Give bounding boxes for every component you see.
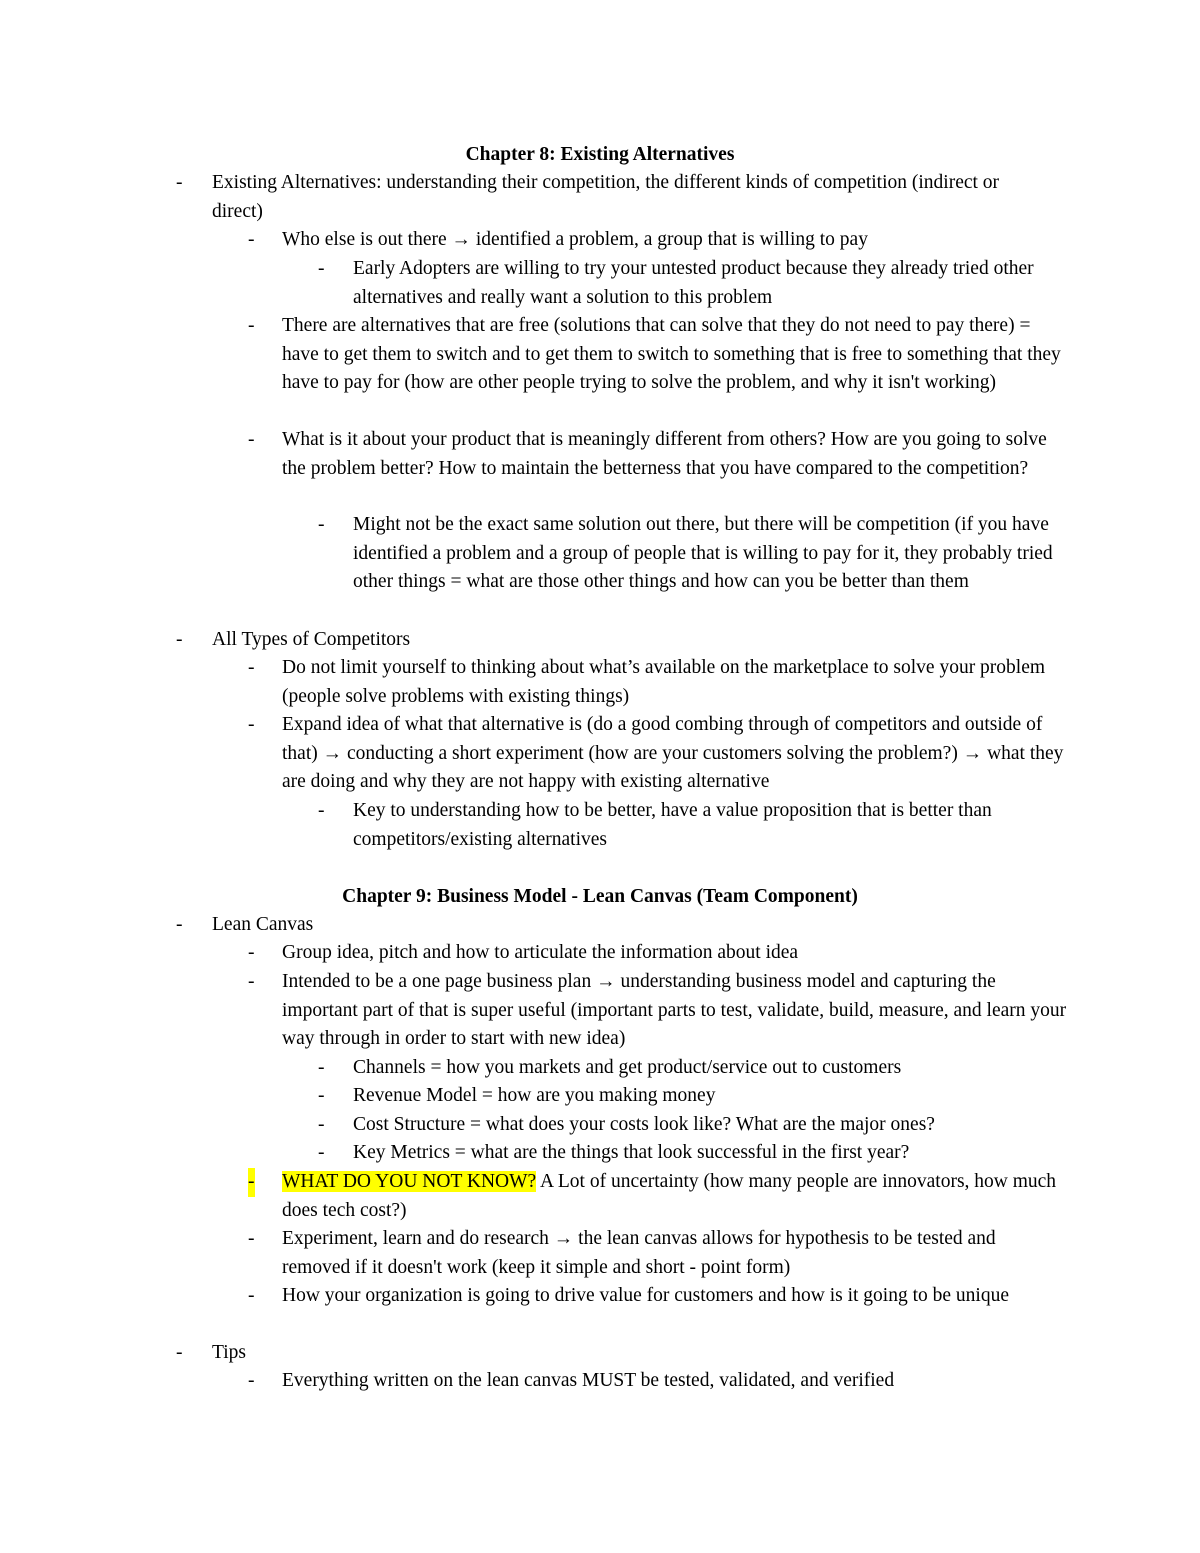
list-item bbox=[248, 1282, 1068, 1311]
list-item-text: Existing Alternatives: understanding their competition, the different kinds of competition (indirect or direct) bbox=[212, 172, 1000, 222]
bullet-dash: - bbox=[248, 229, 255, 250]
bullet-dash: - bbox=[318, 800, 325, 821]
list-item-text: Tips bbox=[212, 1342, 246, 1363]
list-item-text: Who else is out there → identified a problem, a group that is willing to pay bbox=[282, 229, 868, 250]
bullet-dash: - bbox=[248, 657, 255, 678]
list-item bbox=[318, 1111, 1078, 1140]
list-item-text: How your organization is going to drive value for customers and how is it going to be unique bbox=[282, 1285, 1009, 1306]
list-item bbox=[176, 1339, 1006, 1368]
list-item-highlighted bbox=[248, 1168, 1068, 1225]
list-item-text: Everything written on the lean canvas MUST be tested, validated, and verified bbox=[282, 1370, 895, 1391]
bullet-dash: - bbox=[248, 1285, 255, 1306]
bullet-dash: - bbox=[248, 1370, 255, 1391]
list-item bbox=[318, 797, 1078, 854]
list-item bbox=[248, 711, 1068, 797]
list-item bbox=[248, 1367, 1068, 1396]
list-item bbox=[318, 1054, 1078, 1083]
list-item-text: Might not be the exact same solution out there, but there will be competition (if you have identified a problem and a group of people that is willing to pay for it, they probably tried other things = what are those other things and how can you be better than them bbox=[353, 514, 1053, 592]
list-item-text: Lean Canvas bbox=[212, 914, 314, 935]
bullet-dash: - bbox=[318, 1114, 325, 1135]
bullet-dash: - bbox=[248, 429, 255, 450]
list-item bbox=[318, 255, 1078, 312]
list-item bbox=[248, 1225, 1068, 1282]
list-item bbox=[176, 626, 1006, 655]
bullet-dash: - bbox=[248, 714, 255, 735]
bullet-dash: - bbox=[248, 1168, 255, 1197]
list-item-text: Channels = how you markets and get product/service out to customers bbox=[353, 1057, 902, 1078]
list-item-text: Revenue Model = how are you making money bbox=[353, 1085, 716, 1106]
chapter-9-title: Chapter 9: Business Model - Lean Canvas (Team Component) bbox=[342, 886, 858, 907]
list-item-text: Intended to be a one page business plan → understanding business model and capturing the important part of that is super useful (important parts to test, validate, build, measure, and learn your way through in order to start with new idea) bbox=[282, 971, 1067, 1049]
bullet-dash: - bbox=[318, 1057, 325, 1078]
list-item-text: Key Metrics = what are the things that look successful in the first year? bbox=[353, 1142, 910, 1163]
bullet-dash: - bbox=[318, 1142, 325, 1163]
list-item bbox=[248, 939, 1068, 968]
list-item-text: All Types of Competitors bbox=[212, 629, 411, 650]
list-item bbox=[318, 1082, 1078, 1111]
bullet-dash: - bbox=[176, 629, 183, 650]
bullet-dash: - bbox=[318, 258, 325, 279]
list-item bbox=[248, 426, 1068, 483]
bullet-dash: - bbox=[176, 1342, 183, 1363]
list-item-text: Early Adopters are willing to try your untested product because they already tried other alternatives and really want a solution to this problem bbox=[353, 258, 1034, 308]
bullet-dash: - bbox=[318, 514, 325, 535]
list-item-text bbox=[282, 1168, 1068, 1225]
list-item-text: What is it about your product that is meaningly different from others? How are you going to solve the problem better? How to maintain the betterness that you have compared to the competition? bbox=[282, 429, 1047, 479]
list-item bbox=[176, 911, 1006, 940]
highlighted-text: WHAT DO YOU NOT KNOW? bbox=[282, 1171, 537, 1192]
list-item bbox=[248, 226, 1068, 255]
list-item-text: Cost Structure = what does your costs look like? What are the major ones? bbox=[353, 1114, 935, 1135]
list-item-text: There are alternatives that are free (solutions that can solve that they do not need to pay there) = have to get them to switch and to get them to switch to something that is free to something that they have to pay for (how are other people trying to solve the problem, and why it isn't working) bbox=[282, 315, 1061, 393]
list-item-text: Expand idea of what that alternative is (do a good combing through of competitors and outside of that) → conducting a short experiment (how are your customers solving the problem?) → what they are doing and why they are not happy with existing alternative bbox=[282, 714, 1064, 792]
chapter-8-title: Chapter 8: Existing Alternatives bbox=[465, 144, 735, 165]
list-item-text: Key to understanding how to be better, have a value proposition that is better than competitors/existing alternatives bbox=[353, 800, 992, 850]
list-item bbox=[176, 169, 1006, 226]
list-item-text: Do not limit yourself to thinking about what’s available on the marketplace to solve your problem (people solve problems with existing things) bbox=[282, 657, 1046, 707]
bullet-dash: - bbox=[176, 172, 183, 193]
bullet-dash: - bbox=[248, 1228, 255, 1249]
bullet-dash: - bbox=[248, 971, 255, 992]
list-item-text: Group idea, pitch and how to articulate the information about idea bbox=[282, 942, 799, 963]
bullet-dash: - bbox=[176, 914, 183, 935]
list-item bbox=[248, 312, 1068, 398]
bullet-dash: - bbox=[248, 315, 255, 336]
list-item bbox=[318, 1139, 1078, 1168]
bullet-dash: - bbox=[248, 942, 255, 963]
bullet-dash: - bbox=[318, 1085, 325, 1106]
list-item-text-rest: A Lot of uncertainty (how many people are innovators, how much does tech cost?) bbox=[282, 1171, 1057, 1221]
list-item bbox=[248, 968, 1068, 1054]
list-item-text: Experiment, learn and do research → the lean canvas allows for hypothesis to be tested and removed if it doesn't work (keep it simple and short - point form) bbox=[282, 1228, 996, 1278]
list-item bbox=[248, 654, 1068, 711]
list-item bbox=[318, 511, 1078, 597]
